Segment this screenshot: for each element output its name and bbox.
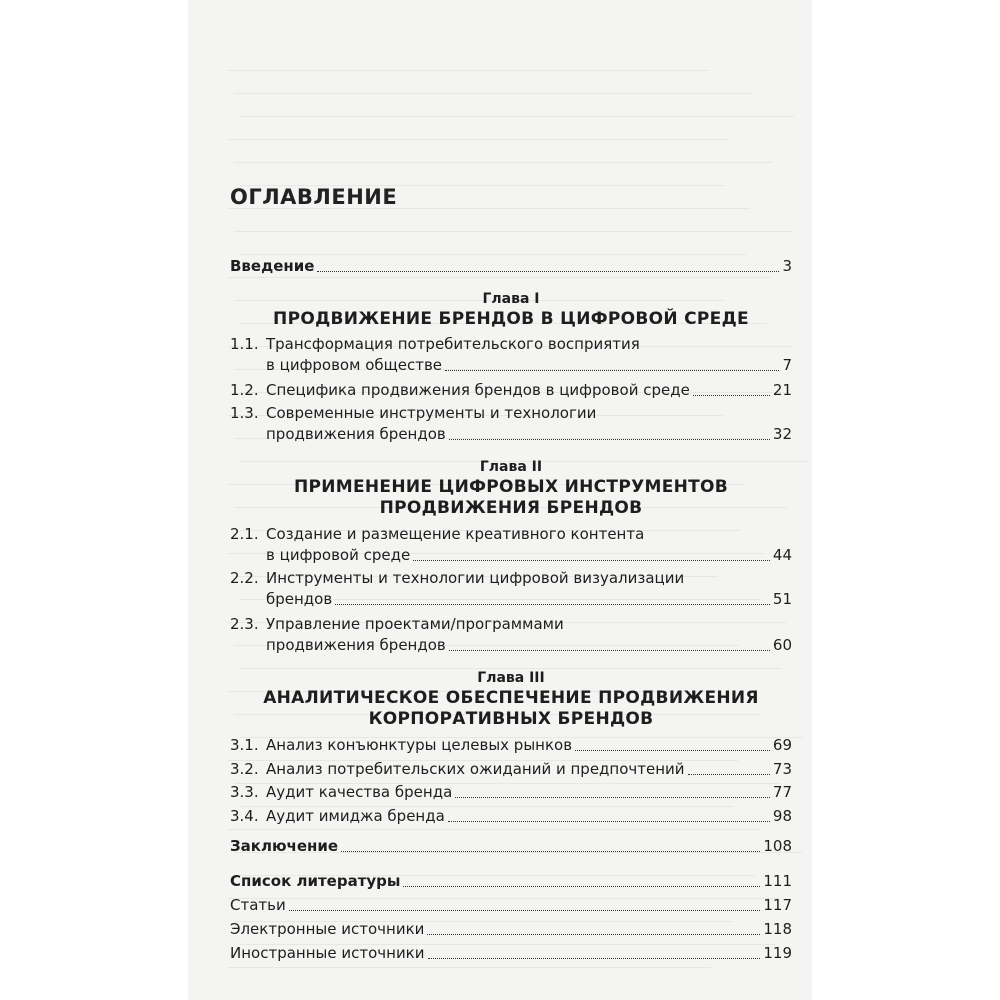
toc-entry-intro bbox=[230, 256, 792, 277]
chapter-title-line: КОРПОРАТИВНЫХ БРЕНДОВ bbox=[368, 709, 654, 729]
chapter-2-title bbox=[230, 477, 792, 519]
dot-leader bbox=[317, 271, 779, 272]
bleed-through-line bbox=[228, 277, 771, 278]
entry-label-line: Трансформация потребительского восприятия bbox=[266, 335, 640, 353]
entry-label-line: Аудит качества бренда bbox=[266, 783, 453, 801]
entry-label: Введение bbox=[230, 257, 315, 275]
dot-leader bbox=[428, 958, 761, 959]
bleed-through-line bbox=[240, 668, 782, 669]
bleed-through-line bbox=[240, 254, 746, 255]
entry-label-line: продвижения брендов bbox=[266, 425, 446, 443]
dot-leader bbox=[688, 774, 770, 775]
toc-entry-2-2 bbox=[230, 568, 792, 610]
toc-entry-3-4 bbox=[230, 806, 792, 827]
chapter-1-title bbox=[230, 309, 792, 330]
toc-entry-articles bbox=[230, 895, 792, 916]
chapter-3-label: Глава III bbox=[477, 670, 545, 686]
dot-leader bbox=[448, 821, 770, 822]
entry-page: 32 bbox=[772, 425, 792, 443]
toc-entry-references bbox=[230, 871, 792, 892]
entry-page: 3 bbox=[782, 257, 792, 275]
entry-label: Заключение bbox=[230, 837, 339, 855]
toc-entry-1-2 bbox=[230, 380, 792, 401]
entry-page: 119 bbox=[763, 944, 792, 962]
entry-label: Иностранные источники bbox=[230, 944, 425, 962]
bleed-through-line bbox=[240, 116, 794, 117]
toc-entry-2-3 bbox=[230, 614, 792, 656]
entry-number: 3.1. bbox=[230, 736, 259, 754]
entry-number: 1.3. bbox=[230, 404, 259, 422]
chapter-2-label: Глава II bbox=[479, 459, 543, 475]
dot-leader bbox=[449, 439, 770, 440]
toc-entry-3-2 bbox=[230, 759, 792, 780]
chapter-title-line: ПРОДВИЖЕНИЕ БРЕНДОВ В ЦИФРОВОЙ СРЕДЕ bbox=[273, 309, 749, 329]
entry-number: 2.1. bbox=[230, 525, 259, 543]
dot-leader bbox=[403, 886, 760, 887]
entry-page: 7 bbox=[782, 356, 792, 374]
dot-leader bbox=[289, 910, 761, 911]
toc-title: ОГЛАВЛЕНИЕ bbox=[230, 185, 398, 209]
entry-label-line: Управление проектами/программами bbox=[266, 615, 564, 633]
chapter-title-line: ПРОДВИЖЕНИЯ БРЕНДОВ bbox=[379, 498, 643, 518]
entry-number: 2.3. bbox=[230, 615, 259, 633]
entry-number: 3.2. bbox=[230, 760, 259, 778]
entry-label-line: в цифровой среде bbox=[266, 546, 411, 564]
entry-page: 60 bbox=[772, 636, 792, 654]
entry-label-line: Современные инструменты и технологии bbox=[266, 404, 597, 422]
entry-page: 77 bbox=[772, 783, 792, 801]
entry-page: 108 bbox=[763, 837, 792, 855]
dot-leader bbox=[449, 650, 770, 651]
dot-leader bbox=[335, 604, 770, 605]
chapter-title-line: ПРИМЕНЕНИЕ ЦИФРОВЫХ ИНСТРУМЕНТОВ bbox=[293, 477, 729, 497]
dot-leader bbox=[455, 797, 770, 798]
entry-label: Список литературы bbox=[230, 872, 401, 890]
entry-label-line: Создание и размещение креативного контента bbox=[266, 525, 645, 543]
bleed-through-line bbox=[228, 967, 711, 968]
entry-number: 3.3. bbox=[230, 783, 259, 801]
entry-number: 2.2. bbox=[230, 569, 259, 587]
dot-leader bbox=[445, 370, 779, 371]
toc-entry-2-1 bbox=[230, 524, 792, 566]
entry-label: Электронные источники bbox=[230, 920, 425, 938]
bleed-through-line bbox=[228, 829, 759, 830]
entry-label-line: Аудит имиджа бренда bbox=[266, 807, 445, 825]
entry-page: 111 bbox=[763, 872, 792, 890]
entry-label-line: Анализ потребительских ожиданий и предпочтений bbox=[266, 760, 685, 778]
chapter-title-line: АНАЛИТИЧЕСКОЕ ОБЕСПЕЧЕНИЕ ПРОДВИЖЕНИЯ bbox=[263, 688, 759, 708]
entry-label-line: брендов bbox=[266, 590, 333, 608]
dot-leader bbox=[341, 851, 760, 852]
entry-label-line: продвижения брендов bbox=[266, 636, 446, 654]
bleed-through-line bbox=[228, 70, 708, 71]
toc-entry-1-3 bbox=[230, 403, 792, 445]
entry-number: 1.2. bbox=[230, 381, 259, 399]
entry-page: 69 bbox=[772, 736, 792, 754]
entry-page: 98 bbox=[772, 807, 792, 825]
entry-page: 44 bbox=[772, 546, 792, 564]
entry-label: Статьи bbox=[230, 896, 286, 914]
entry-label-line: Специфика продвижения брендов в цифровой среде bbox=[266, 381, 690, 399]
toc-entry-1-1 bbox=[230, 334, 792, 376]
entry-page: 21 bbox=[772, 381, 792, 399]
bleed-through-line bbox=[234, 93, 751, 94]
entry-number: 1.1. bbox=[230, 335, 259, 353]
entry-label-line: Инструменты и технологии цифровой визуализации bbox=[266, 569, 685, 587]
dot-leader bbox=[413, 560, 770, 561]
toc-entry-foreign bbox=[230, 943, 792, 964]
entry-page: 51 bbox=[772, 590, 792, 608]
toc-entry-electronic bbox=[230, 919, 792, 940]
bleed-through-line bbox=[234, 231, 793, 232]
toc-entry-conclusion bbox=[230, 836, 792, 857]
book-page bbox=[188, 0, 812, 1000]
entry-page: 118 bbox=[763, 920, 792, 938]
dot-leader bbox=[427, 934, 760, 935]
dot-leader bbox=[575, 750, 770, 751]
toc-entry-3-1 bbox=[230, 735, 792, 756]
bleed-through-line bbox=[234, 162, 772, 163]
entry-page: 73 bbox=[772, 760, 792, 778]
chapter-3-title bbox=[230, 688, 792, 730]
chapter-1-label: Глава I bbox=[482, 291, 540, 307]
entry-label-line: Анализ конъюнктуры целевых рынков bbox=[266, 736, 573, 754]
entry-label-line: в цифровом обществе bbox=[266, 356, 443, 374]
entry-page: 117 bbox=[763, 896, 792, 914]
dot-leader bbox=[693, 395, 770, 396]
bleed-through-line bbox=[228, 139, 729, 140]
toc-entry-3-3 bbox=[230, 782, 792, 803]
entry-number: 3.4. bbox=[230, 807, 259, 825]
